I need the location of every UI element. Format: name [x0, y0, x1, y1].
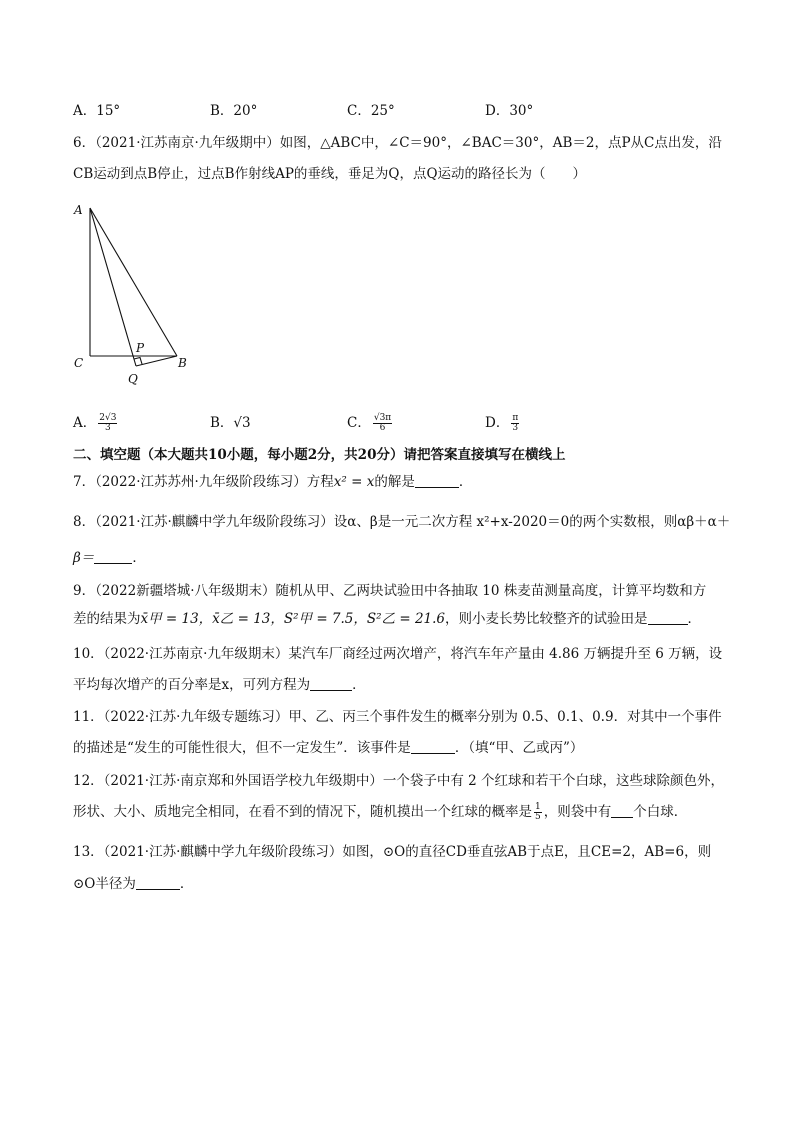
q11-line-1: 11．（2022·江苏·九年级专题练习）甲、乙、丙三个事件发生的概率分别为 0.5、0.1、0.9．对其中一个事件	[73, 709, 722, 725]
q11-stem: 的描述是“发生的可能性很大，但不一定发生”．该事件是	[73, 740, 411, 756]
q5-option-c: C．25°	[347, 103, 395, 119]
q9-stem-tail: ，则小麦长势比较整齐的试验田是	[445, 611, 648, 627]
q10-line-2	[73, 675, 366, 695]
q12-stem: 形状、大小、质地完全相同，在看不到的情况下，随机摸出一个红球的概率是	[73, 804, 532, 820]
q9-statistics: x̄甲 = 13，x̄乙 = 13，S²甲 = 7.5，S²乙 = 21.6	[140, 611, 446, 627]
q6-option-c-prefix: C．	[347, 415, 371, 431]
q6-option-a-numerator: 2√3	[99, 413, 117, 423]
q8-end: ．	[132, 550, 146, 566]
q12-line-2	[73, 802, 687, 822]
q12-fraction-numerator: 1	[535, 802, 541, 812]
q6-option-b	[210, 413, 251, 433]
q7-stem-tail: 的解是	[374, 474, 415, 490]
q6-option-b-value: √3	[233, 415, 251, 431]
q12-answer-blank[interactable]	[611, 803, 633, 818]
q5-option-d: D．30°	[485, 103, 534, 119]
q12-stem-tail: 个白球．	[633, 804, 688, 820]
q6-option-c	[347, 413, 394, 433]
q13-end: ．	[179, 876, 194, 892]
section-2-title: 二、填空题（本大题共10小题，每小题2分，共20分）请把答案直接填写在横线上	[73, 447, 566, 463]
q13-line-1: 13．（2021·江苏·麒麟中学九年级阶段练习）如图，⊙O的直径CD垂直弦AB于点E，且CE=2，AB=6，则	[73, 844, 712, 860]
q6-option-a-fraction	[98, 414, 117, 433]
q6-option-d-denominator: 3	[512, 423, 519, 433]
q11-answer-blank[interactable]	[411, 739, 455, 754]
q6-option-a-prefix: A．	[73, 415, 97, 431]
q13-line-2	[73, 874, 193, 894]
q6-option-c-denominator: 6	[379, 423, 386, 433]
label-c: C	[74, 356, 84, 370]
q8-answer-blank[interactable]	[94, 549, 132, 564]
q9-stem: 差的结果为	[73, 611, 141, 627]
q12-probability-fraction	[534, 803, 542, 822]
q13-answer-blank[interactable]	[136, 875, 180, 890]
q7-stem: 7．（2022·江苏苏州·九年级阶段练习）方程	[73, 474, 334, 490]
q6-line-2: CB运动到点B停止，过点B作射线AP的垂线，垂足为Q，点Q运动的路径长为（ ）	[73, 166, 587, 182]
q5-option-a: A．15°	[73, 103, 121, 119]
q9-end: ．	[687, 611, 702, 627]
q12-stem-middle: ，则袋中有	[543, 804, 612, 820]
q13-stem: ⊙O半径为	[73, 876, 136, 892]
q11-stem-tail: ．（填“甲、乙或丙”）	[454, 740, 584, 756]
q6-option-a-denominator: 3	[104, 423, 111, 433]
q10-answer-blank[interactable]	[310, 676, 352, 691]
q10-line-1: 10．（2022·江苏南京·九年级期末）某汽车厂商经过两次增产，将汽车年产量由 4.86 万辆提升至 6 万辆，设	[73, 646, 723, 662]
q6-line-1: 6．（2021·江苏南京·九年级期中）如图，△ABC中，∠C＝90°，∠BAC＝30°，AB＝2，点P从C点出发，沿	[73, 135, 722, 151]
q12-line-1: 12．（2021·江苏·南京郑和外国语学校九年级期中）一个袋子中有 2 个红球和若干个白球，这些球除颜色外，	[73, 773, 725, 789]
label-q: Q	[128, 372, 138, 386]
q8-line-2	[73, 548, 146, 568]
q6-option-b-prefix: B．	[210, 415, 234, 431]
side-ab	[90, 208, 177, 356]
q11-line-2	[73, 738, 583, 758]
q9-line-2	[73, 609, 701, 629]
q5-option-b: B．20°	[210, 103, 258, 119]
q7-answer-blank[interactable]	[415, 473, 459, 488]
q10-end: ．	[352, 677, 366, 693]
q6-option-a	[73, 413, 119, 433]
q7-end: ．	[458, 474, 473, 490]
q6-option-d-numerator: π	[512, 413, 519, 423]
q12-fraction-denominator: 5	[535, 812, 541, 822]
q6-option-d	[485, 413, 521, 433]
q6-option-c-numerator: √3π	[373, 413, 392, 423]
label-p: P	[136, 341, 145, 355]
segment-bq	[136, 356, 177, 366]
q6-option-d-prefix: D．	[485, 415, 510, 431]
q8-line-1: 8．（2021·江苏·麒麟中学九年级阶段练习）设α、β是一元二次方程 x²+x-2020＝0的两个实数根，则αβ＋α＋	[73, 514, 731, 530]
label-a: A	[74, 203, 83, 217]
q6-option-c-fraction	[373, 414, 392, 433]
ray-ap	[90, 208, 136, 366]
label-b: B	[178, 356, 187, 370]
q7-equation: x² = x	[333, 474, 375, 490]
q9-line-1: 9．（2022新疆塔城·八年级期末）随机从甲、乙两块试验田中各抽取 10 株麦苗测量高度，计算平均数和方	[73, 583, 707, 599]
q6-triangle-figure	[70, 196, 200, 390]
q6-option-d-fraction	[511, 414, 519, 433]
q8-stem-tail: β＝	[73, 550, 95, 566]
q10-stem: 平均每次增产的百分率是x，可列方程为	[73, 677, 311, 693]
q9-answer-blank[interactable]	[648, 610, 688, 625]
q7-line	[73, 472, 472, 492]
